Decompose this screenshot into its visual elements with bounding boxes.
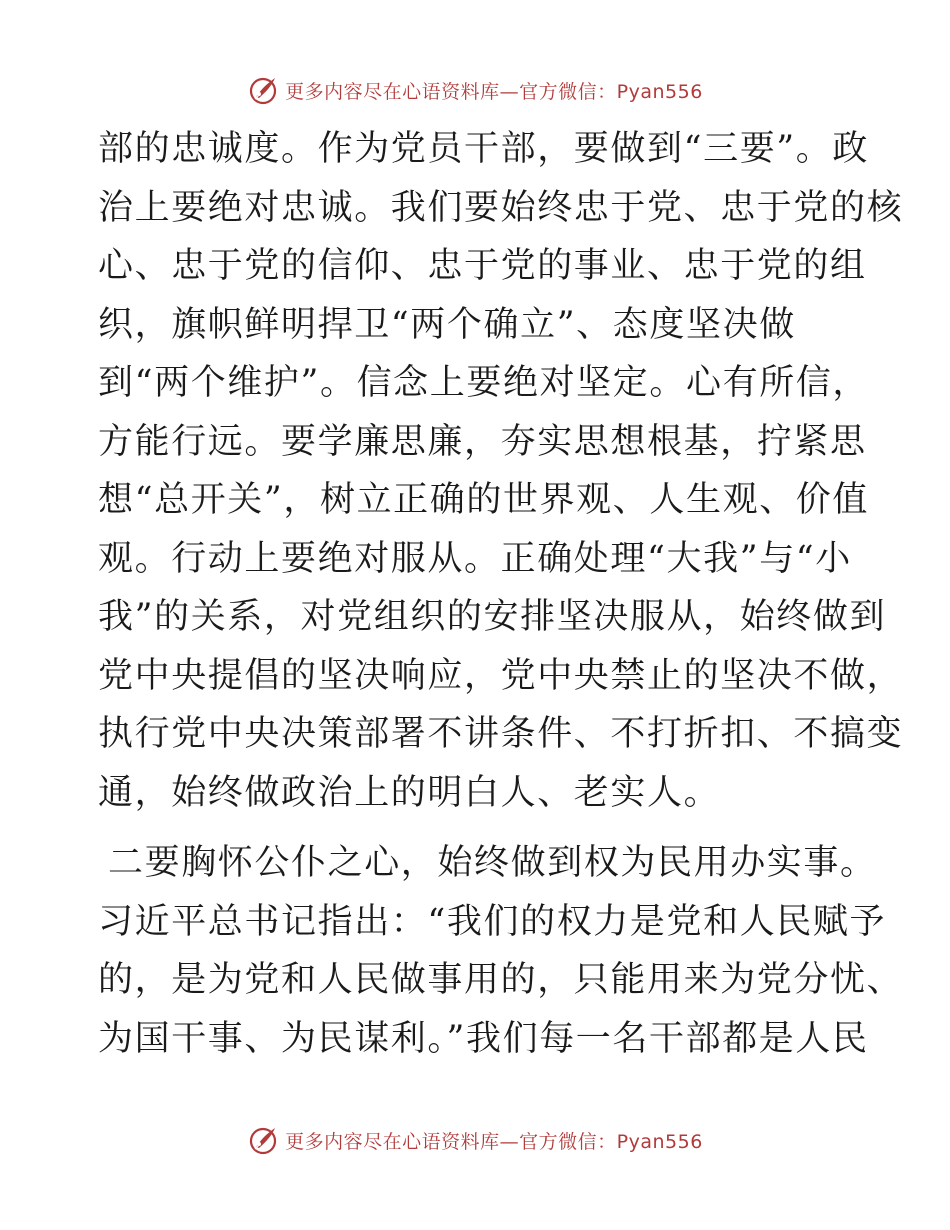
banner-site-text: 更多内容尽在心语资料库—官方微信： bbox=[285, 80, 617, 103]
paragraph-2 bbox=[98, 834, 904, 1068]
banner-wechat-id: Pyan556 bbox=[616, 80, 703, 103]
banner-site-text: 更多内容尽在心语资料库—官方微信： bbox=[285, 1130, 617, 1153]
text-line: 习近平总书记指出：“我们的权力是党和人民赋予 bbox=[98, 901, 887, 942]
text-line: 二要胸怀公仆之心，始终做到权为民用办实事。 bbox=[108, 843, 877, 883]
text-line: 执行党中央决策部署不讲条件、不打折扣、不搞变 bbox=[98, 714, 904, 754]
footer-banner bbox=[0, 1120, 950, 1160]
document-body bbox=[98, 120, 904, 1068]
text-line: 观。行动上要绝对服从。正确处理“大我”与“小 bbox=[98, 538, 852, 579]
text-line: 通，始终做政治上的明白人、老实人。 bbox=[98, 772, 721, 813]
banner-wechat-id: Pyan556 bbox=[616, 1130, 703, 1153]
text-line: 治上要绝对忠诚。我们要始终忠于党、忠于党的核 bbox=[98, 187, 904, 228]
text-line: 织，旗帜鲜明捍卫“两个确立”、态度坚决做 bbox=[98, 304, 796, 345]
text-line: 部的忠诚度。作为党员干部，要做到“三要”。政 bbox=[98, 129, 869, 169]
text-line: 心、忠于党的信仰、忠于党的事业、忠于党的组 bbox=[98, 246, 867, 286]
text-line: 党中央提倡的坚决响应，党中央禁止的坚决不做， bbox=[98, 655, 904, 696]
text-line: 我”的关系，对党组织的安排坚决服从，始终做到 bbox=[98, 597, 887, 637]
quill-pen-logo-icon bbox=[247, 1124, 279, 1156]
paragraph-1 bbox=[98, 120, 904, 822]
text-line: 到“两个维护”。信念上要绝对坚定。心有所信， bbox=[98, 363, 869, 403]
quill-pen-logo-icon bbox=[247, 74, 279, 106]
text-line: 的，是为党和人民做事用的，只能用来为党分忧、 bbox=[98, 960, 904, 1000]
text-line: 方能行远。要学廉思廉，夯实思想根基，拧紧思 bbox=[98, 421, 867, 462]
text-line: 想“总开关”，树立正确的世界观、人生观、价值 bbox=[98, 480, 869, 520]
header-banner bbox=[0, 70, 950, 110]
text-line: 为国干事、为民谋利。”我们每一名干部都是人民 bbox=[98, 1018, 869, 1059]
